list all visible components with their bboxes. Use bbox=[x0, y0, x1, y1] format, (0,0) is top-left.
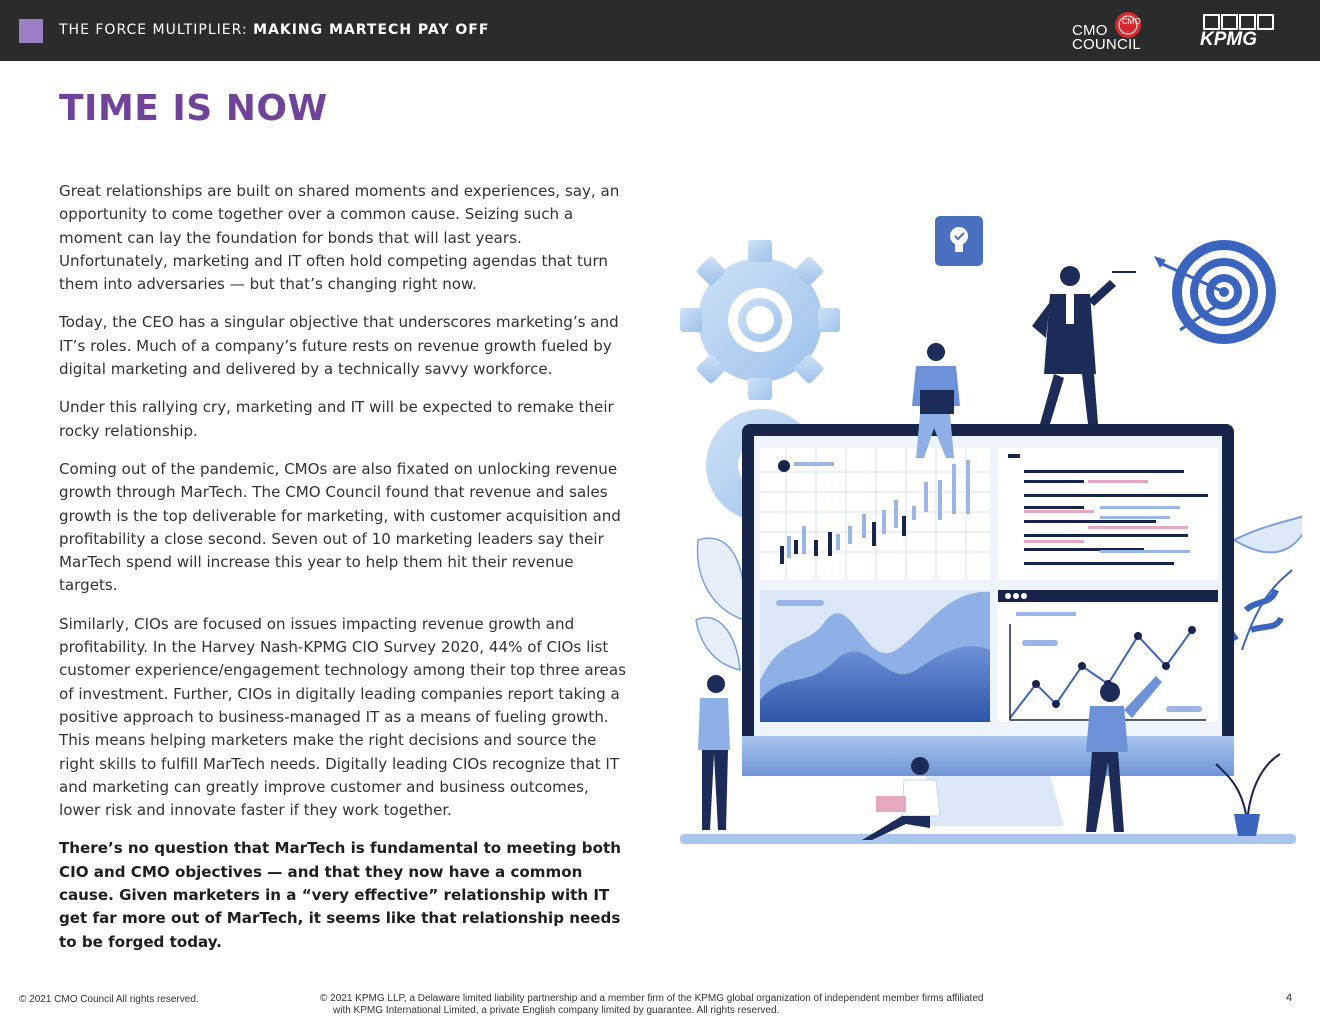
header-title-bold: MAKING MARTECH PAY OFF bbox=[253, 22, 490, 38]
gear-icon bbox=[680, 240, 840, 400]
header-title-regular: THE FORCE MULTIPLIER: bbox=[59, 22, 254, 38]
footer-kpmg-line2: with KPMG International Limited, a private English company limited by guarantee. All rights reserved. bbox=[333, 1005, 780, 1016]
lightbulb-icon bbox=[935, 216, 983, 266]
page-number: 4 bbox=[1286, 992, 1293, 1004]
kpmg-logo-text: KPMG bbox=[1200, 29, 1257, 48]
cmo-council-logo bbox=[1070, 8, 1150, 54]
cmo-logo-mark-text: CMO bbox=[1122, 17, 1141, 26]
footer-cmo-copyright: © 2021 CMO Council All rights reserved. bbox=[19, 994, 199, 1005]
page-heading: TIME IS NOW bbox=[59, 88, 328, 129]
paragraph-1: Great relationships are built on shared moments and experiences, say, an opportunity to come together over a common cause. Seizing such a moment can lay the foundation for bonds that will last years. Unfortunately, marketing and IT often hold competing agendas that turn them into adversaries — but that’s changing right now. bbox=[59, 182, 620, 294]
footer-kpmg-copyright bbox=[320, 993, 1080, 1017]
target-icon bbox=[1154, 240, 1276, 344]
page-header bbox=[0, 0, 1320, 61]
header-title bbox=[59, 22, 489, 38]
monitor-illustration bbox=[680, 424, 1296, 844]
header-square-marker bbox=[19, 19, 43, 43]
cmo-logo-line2: COUNCIL bbox=[1072, 36, 1141, 53]
plant-leaves-left-icon bbox=[696, 538, 745, 670]
paragraph-5: Similarly, CIOs are focused on issues impacting revenue growth and profitability. In the Harvey Nash-KPMG CIO Survey 2020, 44% of CIOs list customer experience/engagement technology among their top three areas of investment. Further, CIOs in digitally leading companies report taking a positive approach to business-managed IT as a means of fueling growth. This means helping marketers make the right decisions and source the right skills to fulfill MarTech needs. Digitally leading CIOs recognize that IT and marketing can greatly improve customer and business outcomes, lower risk and innovate faster if they work together. bbox=[59, 614, 626, 820]
martech-illustration bbox=[676, 210, 1302, 850]
paragraph-3: Under this rallying cry, marketing and IT will be expected to remake their rocky relationship. bbox=[59, 398, 614, 440]
paragraph-4: Coming out of the pandemic, CMOs are also fixated on unlocking revenue growth through MarTech. The CMO Council found that revenue and sales growth is the top deliverable for marketing, with customer acquisition and profitability a close second. Seven out of 10 marketing leaders say their MarTech spend will increase this year to help them hit their revenue targets. bbox=[59, 459, 621, 595]
cmo-logo-line1: CMO bbox=[1072, 22, 1108, 39]
paragraph-conclusion: There’s no question that MarTech is fundamental to meeting both CIO and CMO objectives — and that they now have a common cause. Given marketers in a “very effective” relationship with IT get far more out of MarTech, it seems like that relationship needs to be forged today. bbox=[59, 839, 621, 951]
paragraph-2: Today, the CEO has a singular objective that underscores marketing’s and IT’s roles. Much of a company’s future rests on revenue growth fueled by digital marketing and delivered by a technically savvy workforce. bbox=[59, 313, 619, 379]
kpmg-logo bbox=[1198, 14, 1280, 48]
person-man-thinking bbox=[698, 675, 730, 830]
article-body bbox=[59, 180, 629, 969]
footer-kpmg-line1: © 2021 KPMG LLP, a Delaware limited liability partnership and a member firm of the KPMG global organization of independent member firms affiliated bbox=[320, 993, 984, 1004]
person-businessman-darts bbox=[1032, 266, 1136, 424]
cmo-logo-text bbox=[1072, 24, 1141, 52]
